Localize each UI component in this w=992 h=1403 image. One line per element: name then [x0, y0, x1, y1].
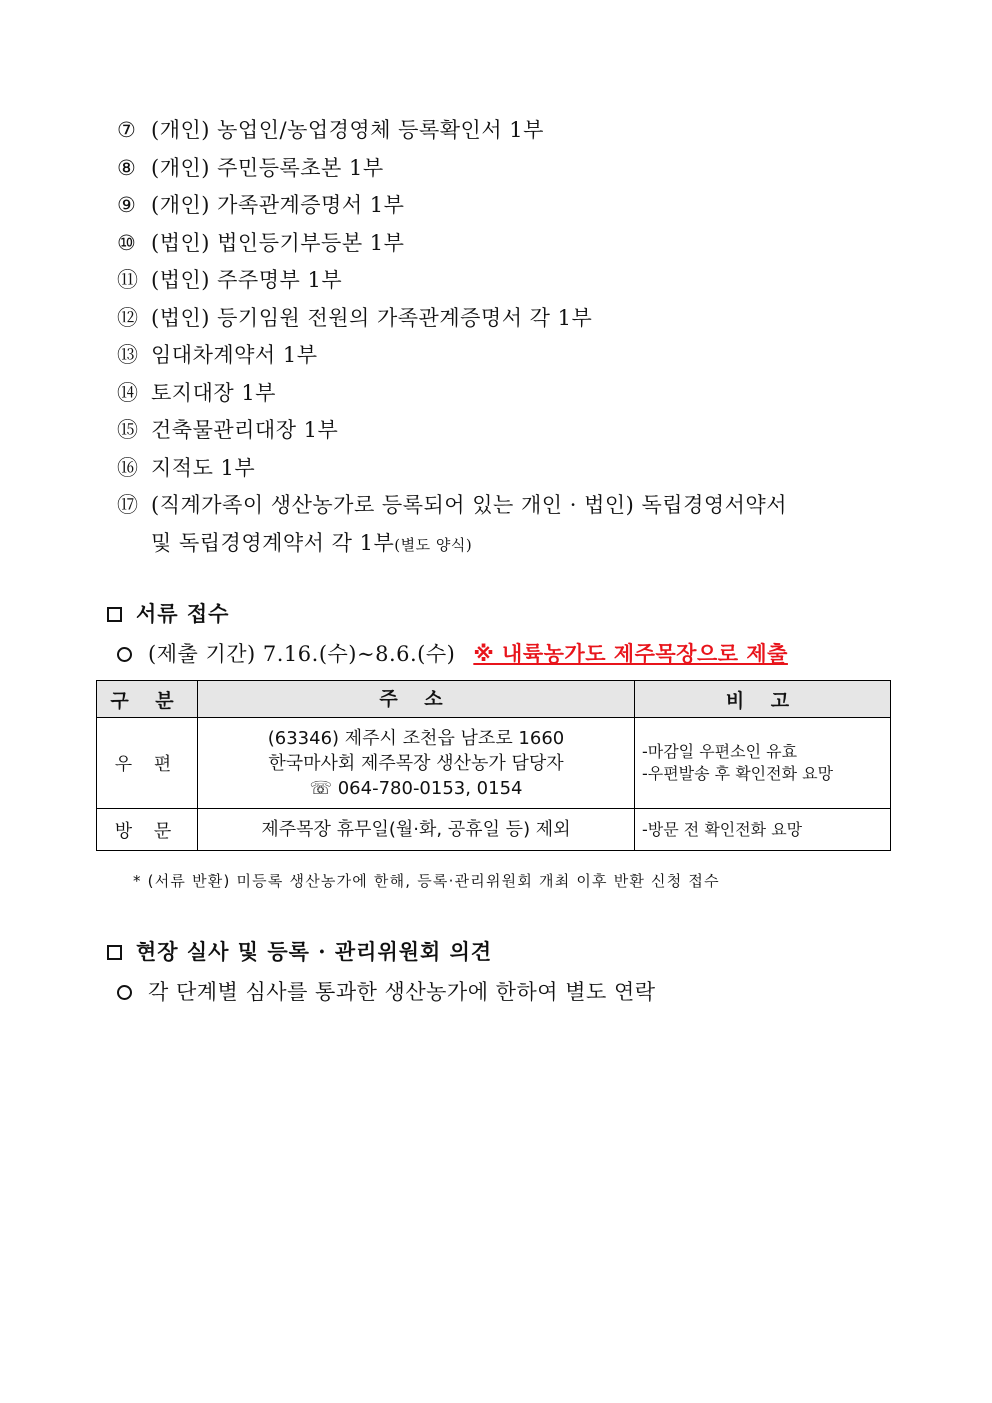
list-item [117, 187, 917, 225]
list-item [117, 450, 917, 488]
list-item [117, 262, 917, 300]
circle-bullet-icon [117, 647, 132, 662]
inspection-line [117, 976, 656, 1006]
item-text: (개인) 농업인/농업경영체 등록확인서 1부 [151, 118, 544, 142]
item-text: 토지대장 1부 [151, 380, 276, 405]
phone-line: ☏ 064-780-0153, 0154 [309, 777, 523, 799]
list-item [117, 487, 917, 525]
submission-period-line [117, 638, 788, 668]
list-item-continuation [117, 525, 917, 565]
item-number: ⑬ [117, 343, 139, 367]
list-item [117, 225, 917, 263]
column-header-type: 구 분 [97, 681, 198, 718]
cell-note [635, 718, 891, 809]
item-number: ⑮ [117, 418, 139, 442]
table-row [97, 718, 891, 809]
section-title: 서류 접수 [136, 601, 230, 626]
cell-type: 방 문 [97, 809, 198, 851]
note-line: -우편발송 후 확인전화 요망 [642, 764, 834, 783]
checkbox-square-icon [107, 607, 122, 622]
item-number: ⑨ [117, 193, 137, 217]
item-text: (법인) 등기임원 전원의 가족관계증명서 각 1부 [151, 305, 593, 330]
list-item [117, 300, 917, 338]
required-documents-list [117, 112, 917, 564]
item-number: ⑪ [117, 268, 139, 292]
cell-type: 우 편 [97, 718, 198, 809]
table-header-row [97, 681, 891, 718]
item-text: 임대차계약서 1부 [151, 343, 318, 367]
list-item [117, 375, 917, 413]
address-line: 한국마사회 제주목장 생산농가 담당자 [268, 752, 564, 774]
submission-period: (제출 기간) 7.16.(수)∼8.6.(수) [148, 642, 456, 666]
circle-bullet-icon [117, 985, 132, 1000]
item-text: (법인) 법인등기부등본 1부 [151, 230, 405, 255]
item-number: ⑭ [117, 380, 139, 405]
item-number: ⑦ [117, 118, 137, 142]
notice-text: ※ 내륙농가도 제주목장으로 제출 [473, 642, 788, 666]
item-text: (직계가족이 생산농가로 등록되어 있는 개인 · 법인) 독립경영서약서 [151, 493, 788, 517]
list-item [117, 150, 917, 188]
cell-address [198, 809, 635, 851]
table-row [97, 809, 891, 851]
cell-address [198, 718, 635, 809]
section-title: 현장 실사 및 등록 · 관리위원회 의견 [136, 939, 493, 964]
item-text: (개인) 가족관계증명서 1부 [151, 193, 405, 217]
item-number: ⑰ [117, 493, 139, 517]
item-text: (개인) 주민등록초본 1부 [151, 155, 384, 180]
list-item [117, 412, 917, 450]
cell-note [635, 809, 891, 851]
note-line: -마감일 우편소인 유효 [642, 742, 798, 761]
column-header-note: 비 고 [635, 681, 891, 718]
section-heading-inspection [107, 936, 492, 966]
item-text: 지적도 1부 [151, 455, 256, 480]
column-header-address: 주 소 [198, 681, 635, 718]
item-note: (별도 양식) [394, 535, 473, 554]
item-number: ⑯ [117, 455, 139, 480]
note-line: -방문 전 확인전화 요망 [642, 819, 803, 839]
footnote: * (서류 반환) 미등록 생산농가에 한해, 등록·관리위원회 개최 이후 반환 신청 접수 [133, 872, 720, 890]
item-text: 및 독립경영계약서 각 1부 [151, 530, 395, 555]
list-item [117, 112, 917, 150]
item-text: 건축물관리대장 1부 [151, 418, 339, 442]
inspection-text: 각 단계별 심사를 통과한 생산농가에 한하여 별도 연락 [148, 980, 656, 1004]
checkbox-square-icon [107, 945, 122, 960]
section-heading-receipt [107, 598, 229, 628]
address-line: 제주목장 휴무일(월·화, 공휴일 등) 제외 [261, 819, 571, 840]
list-item [117, 337, 917, 375]
receipt-table [96, 680, 891, 851]
item-number: ⑧ [117, 155, 137, 180]
address-line: (63346) 제주시 조천읍 남조로 1660 [267, 727, 565, 749]
item-number: ⑫ [117, 305, 139, 330]
item-text: (법인) 주주명부 1부 [151, 268, 343, 292]
item-number: ⑩ [117, 230, 137, 255]
